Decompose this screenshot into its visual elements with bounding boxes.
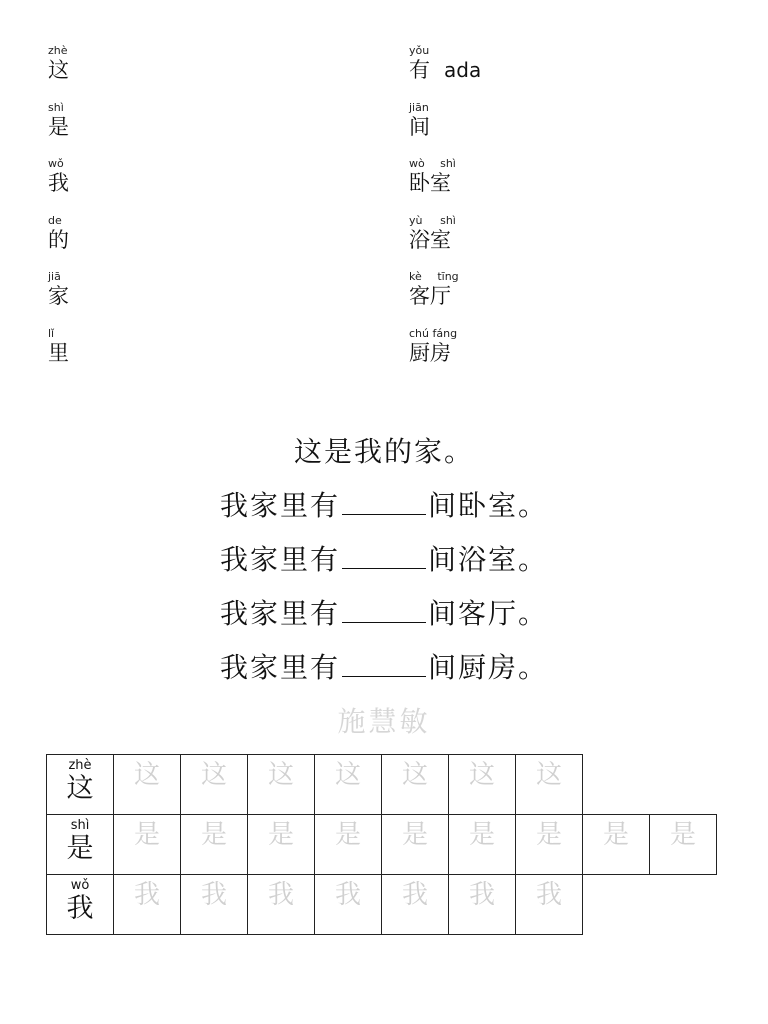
pinyin-line	[48, 158, 70, 170]
hanzi-line	[48, 341, 70, 365]
vocab-hanzi: 的	[48, 227, 69, 252]
pinyin-line	[409, 158, 459, 170]
trace-cell[interactable]: 是	[381, 814, 449, 875]
hanzi-line	[48, 171, 70, 195]
trace-cell[interactable]: 是	[515, 814, 583, 875]
pinyin: shì	[440, 213, 456, 227]
sentence-text: 间客厅。	[428, 597, 549, 630]
hanzi-line	[48, 284, 70, 308]
sentence-text: 我家里有	[219, 543, 340, 576]
practice-head-cell	[46, 874, 114, 935]
vocab-item	[48, 45, 70, 82]
vocab-hanzi: 这	[48, 58, 69, 82]
pinyin-line	[409, 328, 457, 340]
sentence-exercises	[0, 425, 768, 695]
trace-cell[interactable]: 我	[314, 874, 382, 935]
vocab-hanzi: 家	[48, 284, 69, 308]
sentence-text: 我家里有	[219, 489, 340, 522]
vocab-item	[409, 158, 459, 195]
pinyin: jiā	[48, 270, 61, 283]
pinyin: yǒu	[409, 44, 430, 57]
sentence	[0, 641, 768, 695]
hanzi-line	[409, 341, 457, 365]
hanzi-line	[48, 228, 70, 252]
trace-cell[interactable]: 我	[448, 874, 516, 935]
trace-cell[interactable]: 是	[314, 814, 382, 875]
vocab-hanzi: 厨房	[409, 340, 451, 365]
vocab-item	[409, 102, 431, 139]
trace-cell[interactable]: 是	[649, 814, 717, 875]
fill-in-blank[interactable]	[342, 504, 426, 515]
pinyin: lǐ	[48, 326, 55, 340]
vocab-hanzi: 里	[48, 340, 69, 365]
hanzi-line	[48, 58, 70, 82]
hanzi-line	[409, 171, 459, 195]
practice-char: 我	[66, 893, 94, 924]
vocab-hanzi: 卧室	[409, 171, 451, 195]
practice-char: 这	[66, 773, 94, 804]
vocab-item	[48, 158, 70, 195]
vocab-hanzi: 间	[409, 114, 430, 139]
pinyin-line	[409, 271, 459, 283]
vocab-item	[409, 271, 459, 308]
trace-cell[interactable]: 是	[247, 814, 315, 875]
sentence-text: 间浴室。	[428, 543, 549, 576]
trace-cell[interactable]: 是	[582, 814, 650, 875]
pinyin-line	[409, 45, 481, 57]
author-watermark: 施慧敏	[337, 705, 431, 738]
pinyin: jiān	[409, 100, 429, 114]
pinyin: chú fáng	[409, 326, 458, 340]
practice-row	[46, 874, 583, 935]
trace-cell[interactable]: 我	[381, 874, 449, 935]
trace-cell[interactable]: 我	[247, 874, 315, 935]
vocab-item	[409, 215, 459, 252]
pinyin: shì	[440, 157, 456, 170]
vocab-hanzi: 是	[48, 114, 69, 139]
practice-char: 是	[66, 833, 94, 864]
pinyin-line	[409, 102, 431, 114]
hanzi-line	[48, 115, 70, 139]
hanzi-line	[409, 228, 459, 252]
sentence	[0, 425, 768, 479]
sentence-text: 这是我的家。	[293, 435, 474, 468]
vocab-hanzi: 有	[409, 58, 430, 82]
sentence	[0, 533, 768, 587]
pinyin-line	[48, 102, 70, 114]
pinyin: zhè	[48, 44, 68, 57]
fill-in-blank[interactable]	[342, 558, 426, 569]
pinyin: wǒ	[48, 157, 64, 170]
vocab-hanzi: 客厅	[409, 284, 451, 308]
vocab-hanzi: 浴室	[409, 227, 451, 252]
trace-cell[interactable]: 我	[113, 874, 181, 935]
trace-cell[interactable]: 这	[448, 754, 516, 815]
sentence-text: 我家里有	[219, 597, 340, 630]
practice-pinyin: zhè	[68, 758, 92, 773]
practice-pinyin: shì	[70, 818, 90, 833]
trace-cell[interactable]: 是	[180, 814, 248, 875]
trace-cell[interactable]: 这	[515, 754, 583, 815]
trace-cell[interactable]: 我	[180, 874, 248, 935]
vocab-translation: ada	[444, 58, 482, 82]
fill-in-blank[interactable]	[342, 666, 426, 677]
pinyin: tīng	[437, 270, 459, 283]
sentence-text: 间卧室。	[428, 489, 549, 522]
trace-cell[interactable]: 是	[113, 814, 181, 875]
trace-cell[interactable]: 我	[515, 874, 583, 935]
pinyin-line	[48, 45, 70, 57]
sentence-text: 我家里有	[219, 651, 340, 684]
vocab-hanzi: 我	[48, 171, 69, 195]
vocab-item	[48, 271, 70, 308]
trace-cell[interactable]: 这	[314, 754, 382, 815]
vocab-item	[409, 45, 481, 82]
sentence-text: 间厨房。	[428, 651, 549, 684]
practice-row	[46, 754, 583, 815]
vocab-item	[48, 215, 70, 252]
trace-cell[interactable]: 是	[448, 814, 516, 875]
sentence	[0, 479, 768, 533]
practice-row	[46, 814, 717, 875]
pinyin-line	[48, 328, 70, 340]
pinyin: kè	[409, 270, 422, 283]
trace-cell[interactable]: 这	[113, 754, 181, 815]
pinyin-line	[48, 215, 70, 227]
sentence	[0, 587, 768, 641]
hanzi-line	[409, 58, 481, 82]
practice-pinyin: wǒ	[70, 878, 90, 893]
vocab-item	[48, 328, 70, 365]
pinyin: shì	[48, 100, 64, 114]
practice-head-cell	[46, 814, 114, 875]
fill-in-blank[interactable]	[342, 612, 426, 623]
pinyin-line	[409, 215, 459, 227]
pinyin-line	[48, 271, 70, 283]
vocab-item	[48, 102, 70, 139]
practice-head-cell	[46, 754, 114, 815]
vocab-item	[409, 328, 457, 365]
pinyin: de	[48, 213, 62, 227]
hanzi-line	[409, 284, 459, 308]
hanzi-line	[409, 115, 431, 139]
pinyin: wò	[409, 157, 425, 170]
trace-cell[interactable]: 这	[180, 754, 248, 815]
trace-cell[interactable]: 这	[381, 754, 449, 815]
pinyin: yù	[409, 213, 423, 227]
trace-cell[interactable]: 这	[247, 754, 315, 815]
